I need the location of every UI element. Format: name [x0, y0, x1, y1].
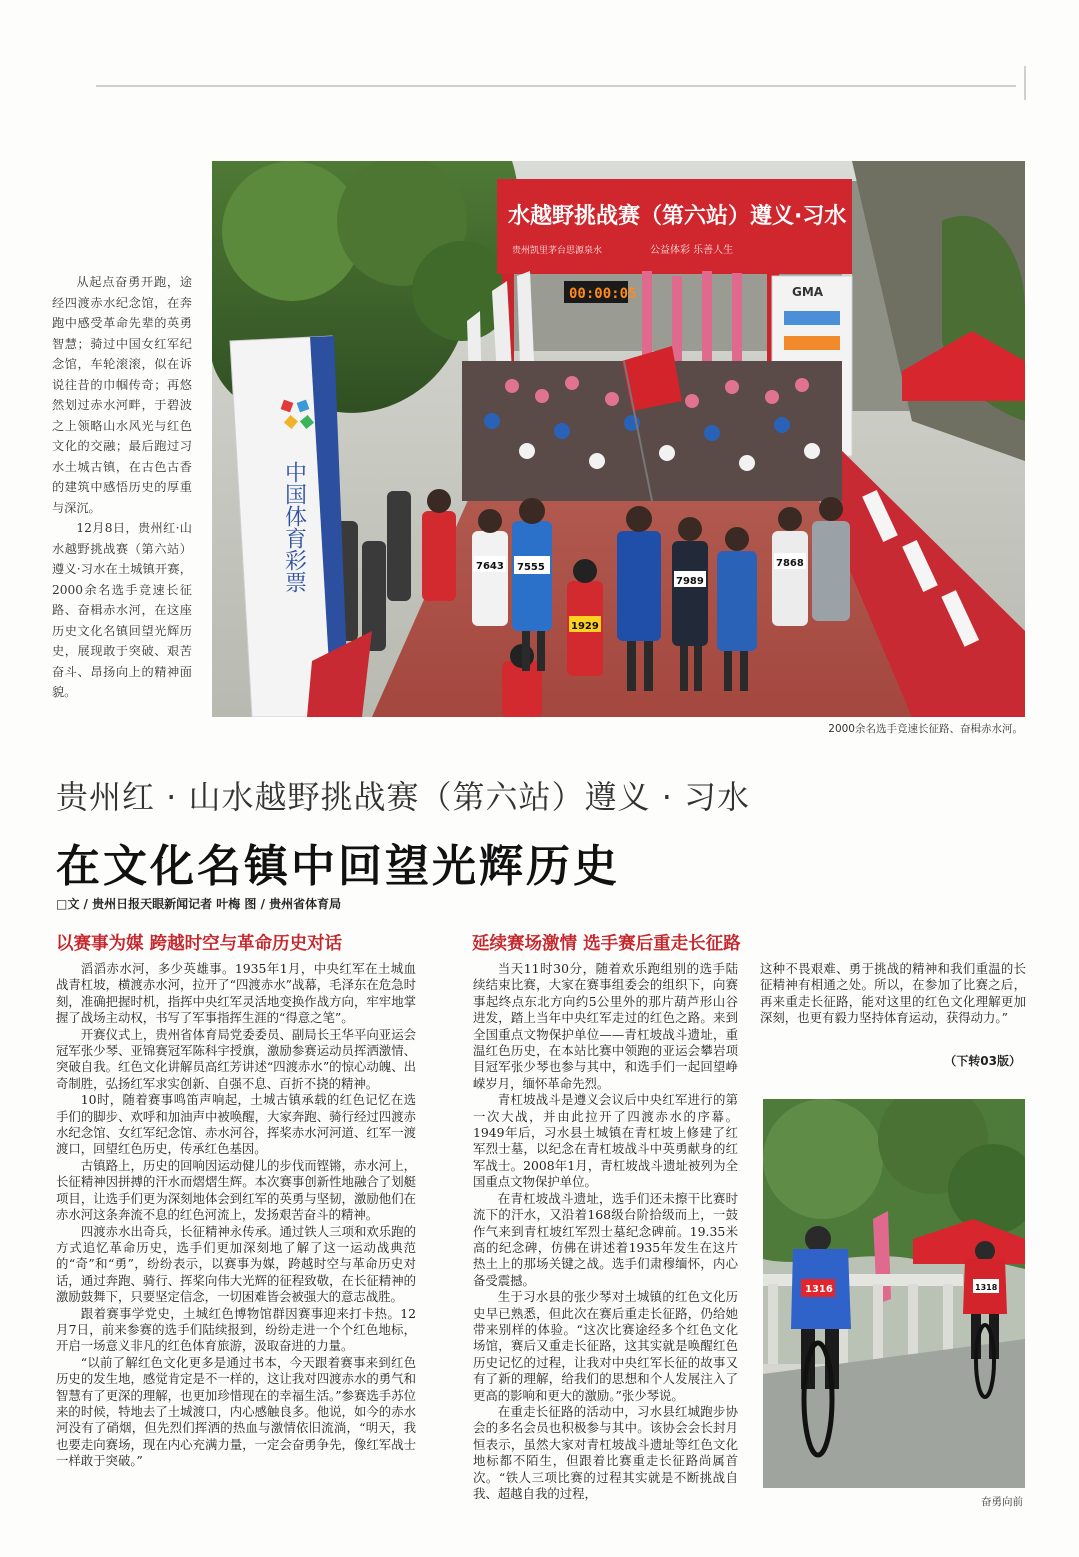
lottery-banner-text: 中国体育彩票	[281, 461, 307, 593]
article-column-2	[473, 961, 738, 1502]
bib-number: 7989	[676, 576, 704, 587]
paragraph: 古镇路上，历史的回响因运动健儿的步伐而铿锵，赤水河上，长征精神因拼搏的汗水而熠熠生辉。本次赛事创新性地融合了划艇项目，让选手们更为深刻地体会到红军的英勇与坚韧，激励他们在赤水河这条奔流不息的红色河流上，发扬艰苦奋斗的精神。	[56, 1157, 416, 1223]
article-kicker: 贵州红 · 山水越野挑战赛（第六站）遵义 · 习水	[56, 778, 751, 816]
bib-number: 7643	[476, 561, 504, 572]
article-column-1	[56, 961, 416, 1470]
article-headline: 在文化名镇中回望光辉历史	[56, 841, 620, 892]
top-rule	[96, 85, 1016, 87]
bib-number: 1929	[571, 621, 599, 632]
paragraph: 这种不畏艰难、勇于挑战的精神和我们重温的长征精神有相通之处。所以，在参加了比赛之后，再来重走长征路，能对这里的红色文化理解更加深刻，也更有毅力坚持体育运动，获得动力。”	[760, 961, 1026, 1026]
cycling-photo-caption: 奋勇向前	[981, 1496, 1023, 1508]
section-heading-2: 延续赛场激情 选手赛后重走长征路	[472, 934, 741, 954]
article-column-3	[760, 961, 1026, 1027]
arch-left-text: 贵州凯里茅台思源泉水	[512, 246, 603, 256]
paragraph: 生于习水县的张少琴对土城镇的红色文化历史早已熟悉，但此次在赛后重走长征路，仍给她带来别样的体验。“这次比赛途经多个红色文化场馆，赛后又重走长征路，这其实就是唤醒红色历史记忆的过程，让我对中央红军长征的故事又有了新的理解，给我们的思想和个人发展注入了更高的影响和更大的激励。”张少琴说。	[473, 1289, 738, 1403]
paragraph: 10时，随着赛事鸣笛声响起，土城古镇承载的红色记忆在选手们的脚步、欢呼和加油声中被唤醒，大家奔跑、骑行经过四渡赤水纪念馆、女红军纪念馆、赤水河谷，挥桨赤水河河道、红军一渡渡口，回望红色历史，传承红色基因。	[56, 1092, 416, 1157]
paragraph: “以前了解红色文化更多是通过书本，今天跟着赛事来到红色历史的发生地，感觉肯定是不一样的，这让我对四渡赤水的勇气和智慧有了更深的理解，也更加珍惜现在的幸福生活。”参赛选手苏位来的时候，特地去了土城渡口，内心感触良多。他说，如今的赤水河没有了硝烟，但先烈们挥洒的热血与激情依旧流淌，“明天，我也要走向赛场，现在内心充满力量，一定会奋勇争先，像红军战士一样敢于突破。”	[56, 1354, 416, 1469]
paragraph: 四渡赤水出奇兵，长征精神永传承。通过铁人三项和欢乐跑的方式追忆革命历史，选手们更加深刻地了解了这一运动战典范的“奇”和“勇”，纷纷表示，以赛事为媒，跨越时空与革命历史对话，通过奔跑、骑行、挥桨向伟大光辉的征程致敬，在长征精神的激励鼓舞下，只要坚定信念，一切困难皆会被强大的意志战胜。	[56, 1223, 416, 1305]
paragraph: 在重走长征路的活动中，习水县红城跑步协会的多名会员也积极参与其中。该协会会长封月恒表示，虽然大家对青杠坡战斗遗址等红色文化地标都不陌生，但跟着比赛重走长征路尚属首次。“铁人三项比赛的过程其实就是不断挑战自我、超越自我的过程，	[473, 1403, 738, 1501]
intro-column	[52, 272, 192, 703]
paragraph: 青杠坡战斗是遵义会议后中央红军进行的第一次大战，并由此拉开了四渡赤水的序幕。1949年后，习水县土城镇在青杠坡上修建了红军烈士墓，以纪念在青杠坡战斗中英勇献身的红军战士。2008年1月，青杠坡战斗遗址被列为全国重点文物保护单位。	[473, 1092, 738, 1190]
top-tick	[1024, 66, 1026, 100]
paragraph: 当天11时30分，随着欢乐跑组别的选手陆续结束比赛，大家在赛事组委会的组织下，向赛事起终点东北方向约5公里外的那片葫芦形山谷进发，踏上当年中央红军走过的红色之路。来到全国重点文物保护单位——青杠坡战斗遗址，重温红色历史，在本站比赛中领跑的亚运会攀岩项目冠军张少琴也参与其中，和选手们一起回望峥嵘岁月，缅怀革命先烈。	[473, 961, 738, 1091]
bib-number: 1316	[805, 1284, 833, 1295]
sponsor-logo: GMA	[792, 285, 824, 299]
intro-paragraph-2: 12月8日，贵州红·山水越野挑战赛（第六站）遵义·习水在土城镇开赛，2000余名选手竞速长征路、奋楫赤水河，在这座历史文化名镇回望光辉历史，展现敢于突破、艰苦奋斗、昂扬向上的精神面貌。	[52, 521, 192, 699]
continued-page-note: （下转03版）	[944, 1054, 1021, 1068]
main-photo	[212, 161, 1025, 717]
bib-number: 1318	[975, 1283, 998, 1292]
main-photo-caption: 2000余名选手竞速长征路、奋楫赤水河。	[828, 723, 1023, 735]
paragraph: 开赛仪式上，贵州省体育局党委委员、副局长王华平向亚运会冠军张少琴、亚锦赛冠军陈科宇授旗，激励参赛运动员挥洒激情、突破自我。红色文化讲解员高红芳讲述“四渡赤水”的惊心动魄、出奇制胜，弘扬红军求实创新、自强不息、百折不挠的精神。	[56, 1026, 416, 1091]
race-timer: 00:00:05	[569, 286, 637, 302]
bib-number: 7868	[776, 558, 804, 569]
arch-title: 水越野挑战赛（第六站）遵义·习水	[508, 204, 847, 229]
article-byline: □文 / 贵州日报天眼新闻记者 叶梅 图 / 贵州省体育局	[56, 897, 342, 911]
cycling-photo	[763, 1099, 1025, 1488]
section-heading-1: 以赛事为媒 跨越时空与革命历史对话	[56, 934, 343, 954]
arch-right-text: 公益体彩 乐善人生	[650, 245, 734, 256]
paragraph: 在青杠坡战斗遗址，选手们还未擦干比赛时流下的汗水，又沿着168级台阶拾级而上，一鼓作气来到青杠坡红军烈士墓纪念碑前。19.35米高的纪念碑，仿佛在讲述着1935年发生在这片热土上的那场关键之战。选手们肃穆缅怀，内心备受震撼。	[473, 1190, 738, 1288]
bib-number: 7555	[517, 562, 545, 573]
paragraph: 跟着赛事学党史，土城红色博物馆群因赛事迎来打卡热。12月7日，前来参赛的选手们陆续报到，纷纷走进一个个红色地标，开启一场意义非凡的红色体育旅游，汲取奋进的力量。	[56, 1305, 416, 1354]
intro-paragraph-1: 从起点奋勇开跑，途经四渡赤水纪念馆，在奔跑中感受革命先辈的英勇智慧；骑过中国女红军纪念馆，车轮滚滚，似在诉说往昔的巾帼传奇；再悠然划过赤水河畔，于碧波之上领略山水风光与红色文化的交融；最后跑过习水土城古镇，在古色古香的建筑中感悟历史的厚重与深沉。	[52, 275, 192, 515]
paragraph: 滔滔赤水河，多少英雄事。1935年1月，中央红军在土城血战青杠坡，横渡赤水河，拉开了“四渡赤水”战幕，毛泽东在危急时刻，准确把握时机，指挥中央红军灵活地变换作战方向，牢牢地掌握了战场主动权，书写了军事指挥生涯的“得意之笔”。	[56, 961, 416, 1026]
